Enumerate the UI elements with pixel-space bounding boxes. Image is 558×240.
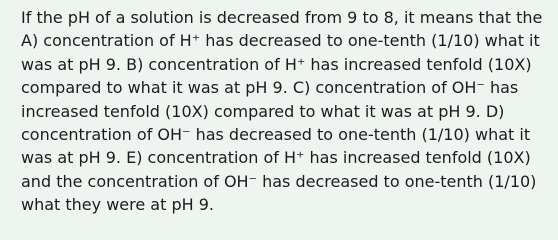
question-line: and the concentration of OH⁻ has decreased to one-tenth (1/10) [21,171,537,191]
question-line: If the pH of a solution is decreased from 9 to 8, it means that the [21,8,543,27]
question-line: increased tenfold (10X) compared to what it was at pH 9. D) [21,101,505,121]
question-line: compared to what it was at pH 9. C) concentration of OH⁻ has [21,78,519,98]
question-line: A) concentration of H⁺ has decreased to one-tenth (1/10) what it [21,31,540,51]
question-line: what they were at pH 9. [21,195,214,215]
question-line: was at pH 9. E) concentration of H⁺ has increased tenfold (10X) [21,148,531,168]
question-line: was at pH 9. B) concentration of H⁺ has increased tenfold (10X) [21,54,532,74]
question-line: concentration of OH⁻ has decreased to one-tenth (1/10) what it [21,125,531,145]
question-text [21,6,551,217]
